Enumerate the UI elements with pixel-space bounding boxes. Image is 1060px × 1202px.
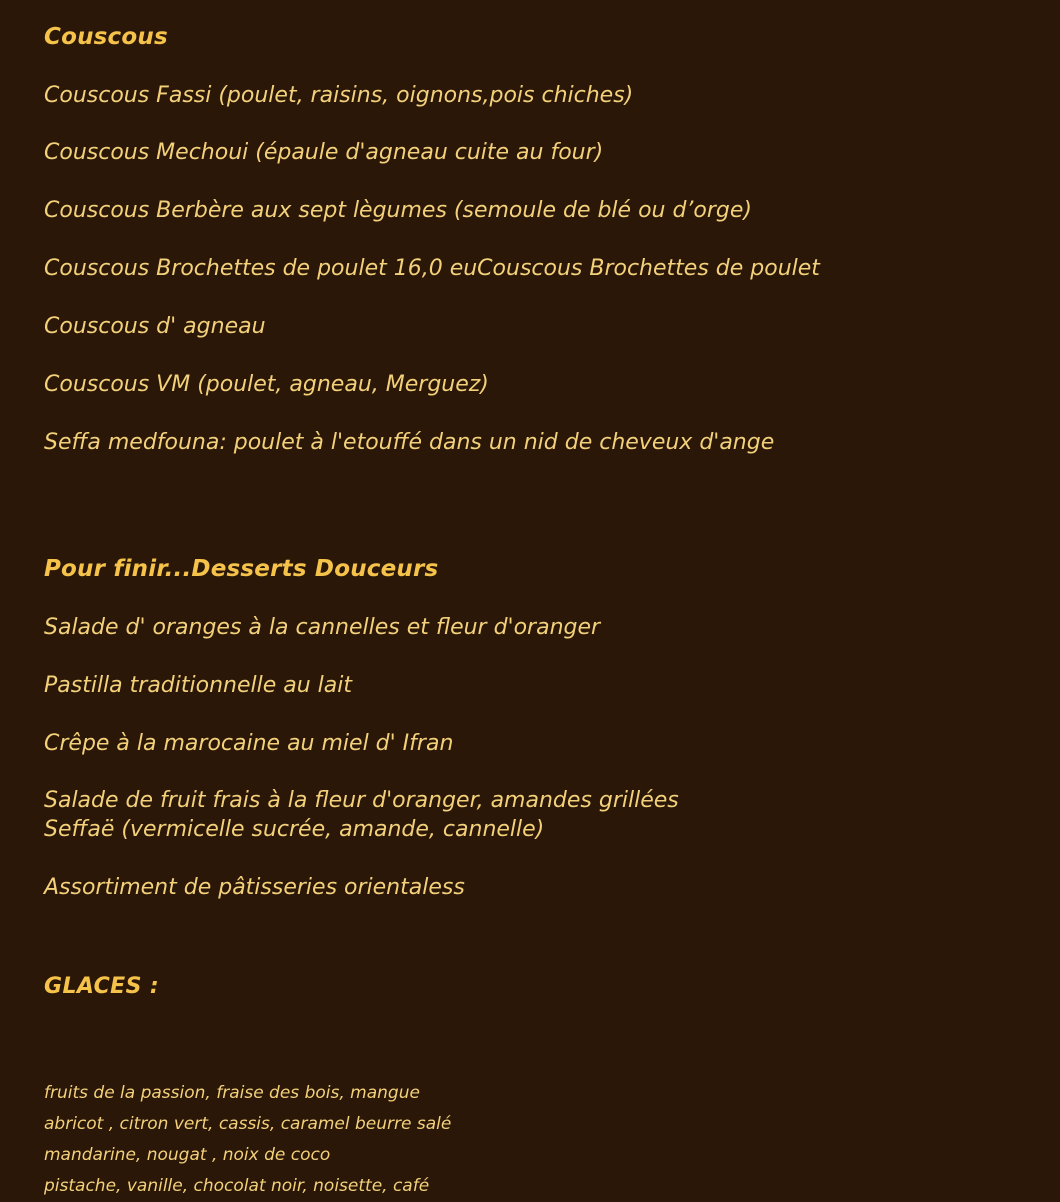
glaces-flavour-list — [44, 1078, 1020, 1202]
desserts-item-list — [44, 615, 1020, 902]
menu-item: Seffaë (vermicelle sucrée, amande, cannelle) — [44, 817, 545, 843]
section-spacer — [44, 456, 1020, 556]
section-heading-glaces: GLACES : — [44, 973, 160, 999]
flavour-line: pistache, vanille, chocolat noir, noisette, café — [44, 1176, 430, 1197]
section-heading-desserts: Pour finir...Desserts Douceurs — [44, 556, 439, 583]
section-couscous — [44, 24, 1020, 456]
section-desserts — [44, 556, 1020, 902]
flavour-line: fruits de la passion, fraise des bois, mangue — [44, 1083, 420, 1104]
menu-item: Salade d' oranges à la cannelles et fleur d'oranger — [44, 614, 601, 640]
menu-item: Salade de fruit frais à la fleur d'oranger, amandes grillées — [44, 788, 679, 814]
menu-item: Assortiment de pâtisseries orientaless — [44, 875, 465, 901]
flavour-line: abricot , citron vert, cassis, caramel beurre salé — [44, 1114, 452, 1135]
section-glaces — [44, 974, 1020, 1202]
section-heading-couscous: Couscous — [44, 24, 168, 50]
menu-item: Couscous Mechoui (épaule d'agneau cuite au four) — [44, 140, 604, 166]
menu-item: Couscous Berbère aux sept lègumes (semoule de blé ou d’orge) — [44, 198, 753, 224]
section-spacer — [44, 902, 1020, 974]
glaces-spacer — [44, 1000, 1020, 1078]
menu-item: Couscous d' agneau — [44, 313, 266, 339]
menu-item: Crêpe à la marocaine au miel d' Ifran — [44, 730, 454, 756]
menu-item: Couscous Brochettes de poulet 16,0 euCouscous Brochettes de poulet — [44, 256, 820, 282]
flavour-line: mandarine, nougat , noix de coco — [44, 1145, 331, 1166]
menu-item: Seffa medfouna: poulet à l'etouffé dans un nid de cheveux d'ange — [44, 429, 775, 455]
menu-item: Couscous VM (poulet, agneau, Merguez) — [44, 371, 489, 397]
menu-item: Couscous Fassi (poulet, raisins, oignons,pois chiches) — [44, 82, 634, 108]
couscous-item-list — [44, 83, 1020, 457]
menu-item: Pastilla traditionnelle au lait — [44, 672, 352, 698]
